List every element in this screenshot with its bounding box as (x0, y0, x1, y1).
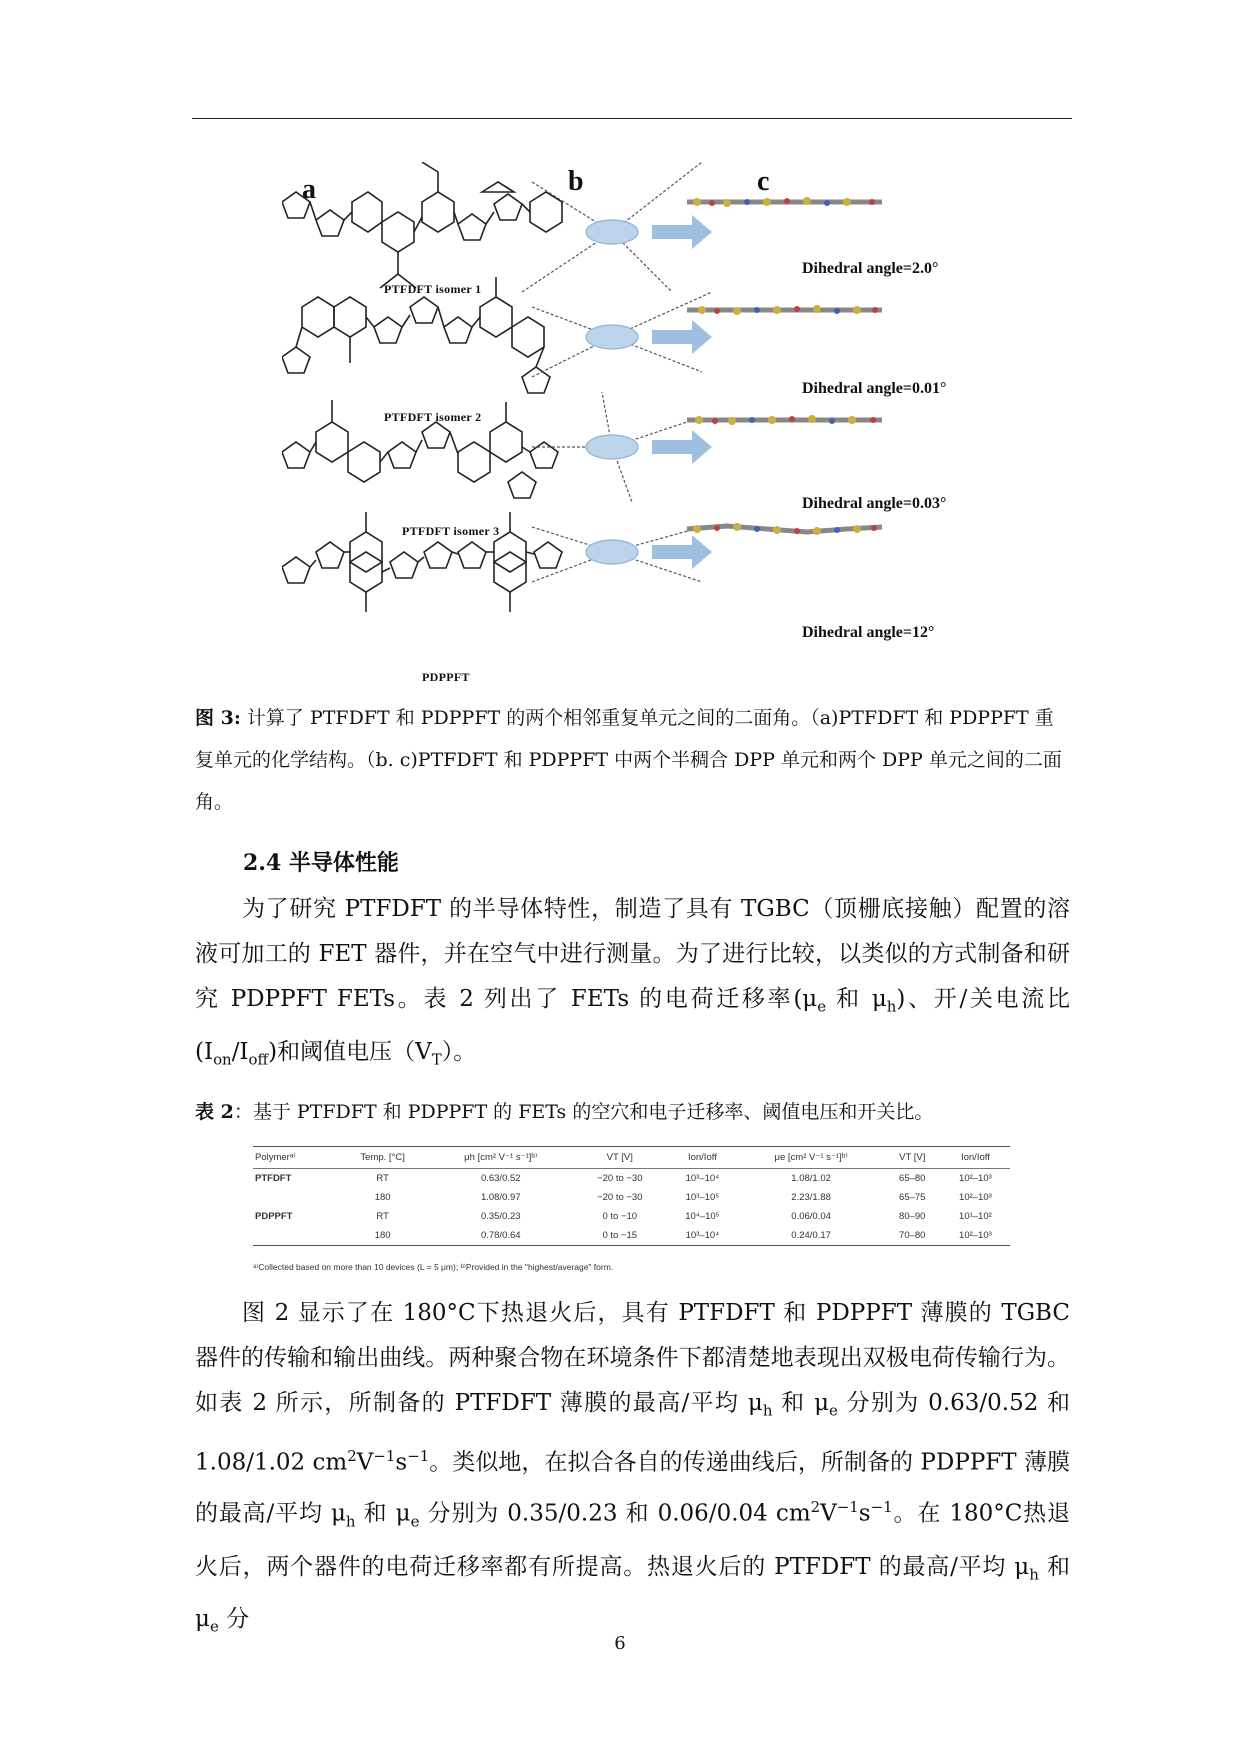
isomer-label: PTFDFT isomer 2 (384, 410, 482, 424)
section-heading: 2.4 半导体性能 (243, 850, 399, 876)
isomer-label: PTFDFT isomer 3 (402, 524, 500, 538)
table-header: VT [V] (573, 1147, 666, 1169)
figure-3 (282, 162, 992, 682)
isomer-label: PDPPFT (422, 670, 470, 684)
figure-caption-text: 计算了 PTFDFT 和 PDPPFT 的两个相邻重复单元之间的二面角。（a)PTFDFT 和 PDPPFT 重复单元的化学结构。（b. c)PTFDFT 和 PDPPFT 中两个半稠合 DPP 单元和两个 DPP 单元之间的二面角。 (195, 707, 1062, 813)
table-row: PDPPFT RT 0.35/0.23 0 to −10 10⁴–10⁵ 0.06/0.04 80–90 10¹–10² (255, 1211, 992, 1222)
panel-label-c: c (757, 166, 770, 197)
panel-label-b: b (568, 166, 584, 197)
paragraph-1: 为了研究 PTFDFT 的半导体特性，制造了具有 TGBC（顶栅底接触）配置的溶液可加工的 FET 器件，并在空气中进行测量。为了进行比较，以类似的方式制备和研究 PDPPFT FETs。表 2 列出了 FETs 的电荷迁移率($\mu_e$ 和 $\mu_h$)、开/关电流比 $(I_{on}/I_{off})$和阈值电压$(V_T)$。 (195, 896, 1071, 1069)
table-caption (195, 1097, 933, 1124)
dihedral-label: Dihedral angle=2.0° (802, 260, 939, 277)
isomer-1-structure (282, 162, 562, 288)
paragraph-2: 图 2 显示了在 180°C下热退火后，具有 PTFDFT 和 PDPPFT 薄膜的 TGBC 器件的传输和输出曲线。两种聚合物在环境条件下都清楚地表现出双极电荷传输行为。如表 2 所示，所制备的 PTFDFT 薄膜的最高/平均 $\mu_h$ 和 $\mu_e$ 分别为 0.63/0.52 和 1.08/1.02 $cm^2V^{-1}s^{-1}$。类似地，在拟合各自的传递曲线后，所制备的 PDPPFT 薄膜的最高/平均 $\mu_h$ 和 $\mu_e$ 分别为 0.35/0.23 和 0.06/0.04 $cm^2V^{-1}s^{-1}$。在 180°C热退火后，两个器件的电荷迁移率都有所提高。热退火后的 PTFDFT 的最高/平均 $\mu_h$ 和 $\mu_e$ 分 (195, 1300, 1070, 1636)
table-row: PTFDFT RT 0.63/0.52 −20 to −30 10³–10⁴ 1.08/1.02 65–80 10²–10³ (255, 1173, 992, 1184)
table-header: Ion/Ioff (941, 1147, 1010, 1169)
isomer-label: PTFDFT isomer 1 (384, 282, 482, 296)
table-row: 180 1.08/0.97 −20 to −30 10³–10⁵ 2.23/1.88 65–75 10²–10³ (374, 1192, 992, 1203)
panel-arrows (652, 215, 712, 569)
table-caption-text: ：基于 PTFDFT 和 PDPPFT 的 FETs 的空穴和电子迁移率、阈值电压和开关比。 (233, 1101, 934, 1123)
panel-label-a: a (302, 174, 316, 205)
dihedral-label: Dihedral angle=0.01° (802, 380, 947, 397)
figure-caption (195, 697, 1070, 823)
mobility-table (253, 1146, 1010, 1246)
table-caption-label: 表 2 (195, 1101, 234, 1123)
table-header: Ion/Ioff (666, 1147, 738, 1169)
dihedral-label: Dihedral angle=0.03° (802, 495, 947, 512)
header-rule (192, 118, 1072, 119)
table-header: Temp. [°C] (337, 1147, 428, 1169)
page-number: 6 (614, 1633, 626, 1654)
dihedral-label: Dihedral angle=12° (802, 624, 935, 641)
table-header-row (253, 1147, 1010, 1169)
table-footnote: ᵃ⁾Collected based on more than 10 devices (L = 5 μm); ᵇ⁾Provided in the "highest/average" form. (253, 1262, 614, 1272)
table-row: 180 0.78/0.64 0 to −15 10³–10⁴ 0.24/0.17 70–80 10²–10³ (253, 1226, 1010, 1246)
table-header: Polymerᵃ⁾ (253, 1147, 337, 1169)
figure-caption-label: 图 3: (195, 707, 241, 729)
table-header: VT [V] (884, 1147, 941, 1169)
table-header: μh [cm² V⁻¹ s⁻¹]ᵇ⁾ (428, 1147, 573, 1169)
table-header: μe [cm² V⁻¹ s⁻¹]ᵇ⁾ (739, 1147, 884, 1169)
panel-c-chains (687, 197, 882, 535)
